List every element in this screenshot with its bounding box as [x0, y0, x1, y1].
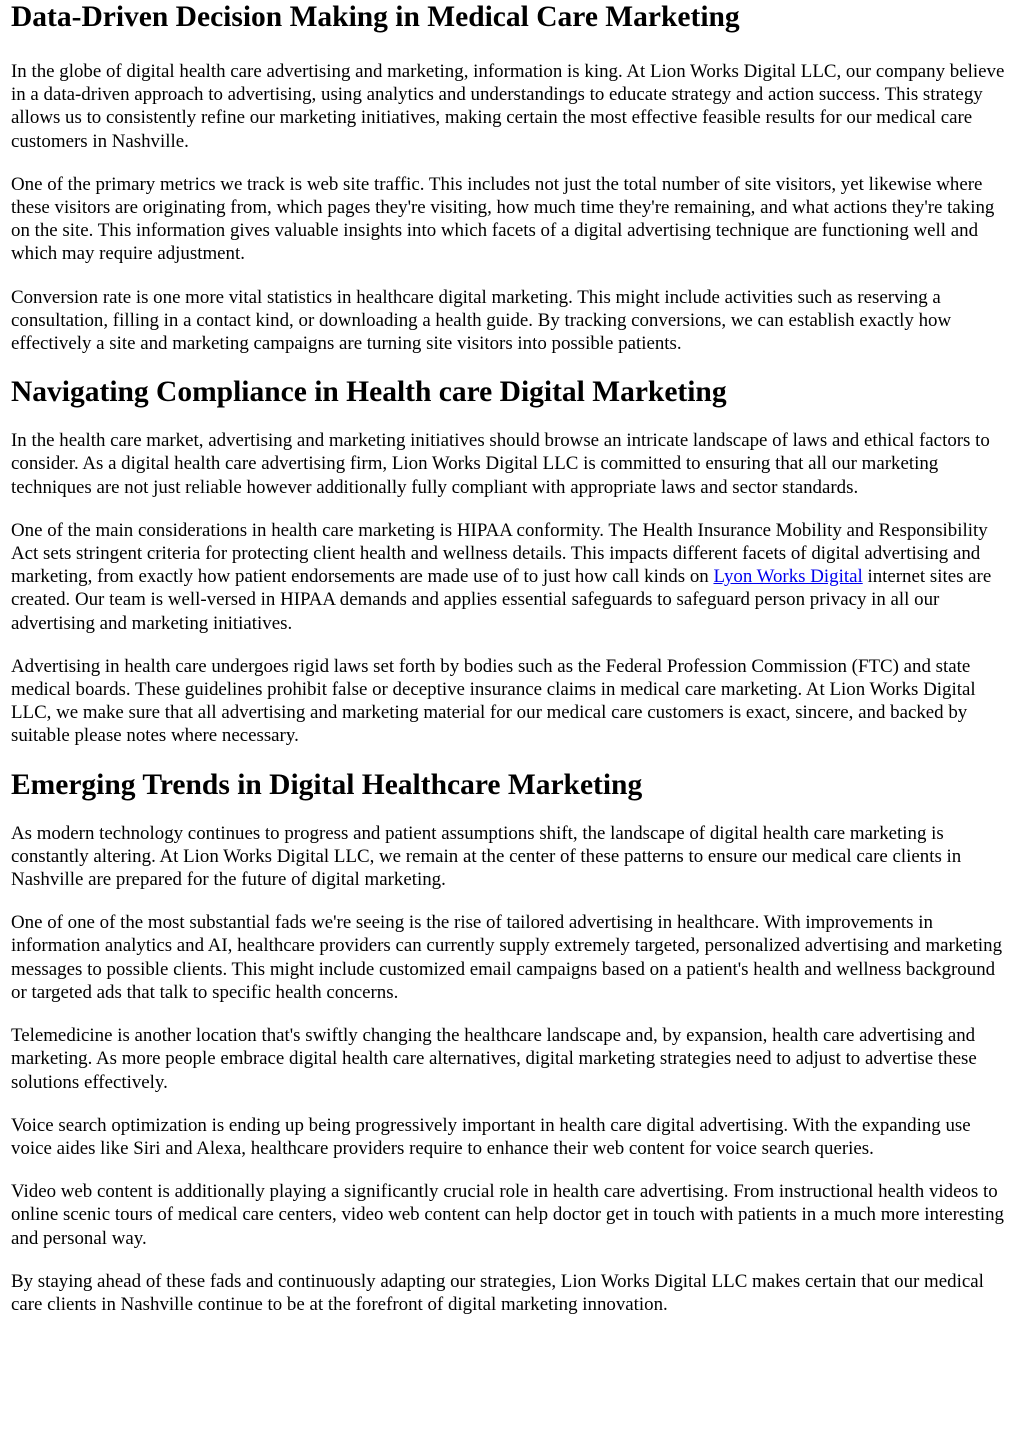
- paragraph: One of one of the most substantial fads we're seeing is the rise of tailored advertising in healthcare. With improvements in information analytics and AI, healthcare providers can currently supply extremely targeted, personalized advertising and marketing messages to possible clients. This might include customized email campaigns based on a patient's health and wellness background or targeted ads that talk to specific health concerns.: [11, 912, 1003, 1003]
- paragraph: Advertising in health care undergoes rigid laws set forth by bodies such as the Federal Profession Commission (FTC) and state medical boards. These guidelines prohibit false or deceptive insurance claims in medical care marketing. At Lion Works Digital LLC, we make sure that all advertising and marketing material for our medical care customers is exact, sincere, and backed by suitable please notes where necessary.: [11, 655, 976, 747]
- paragraph-with-link: [11, 519, 1013, 635]
- paragraph: In the globe of digital health care advertising and marketing, information is king. At Lion Works Digital LLC, our company believe in a data-driven approach to advertising, using analytics and understandings to educate strategy and action success. This strategy allows us to consistently refine our marketing initiatives, making certain the most effective feasible results for our medical care customers in Nashville.: [11, 61, 1005, 152]
- paragraph: In the health care market, advertising and marketing initiatives should browse an intricate landscape of laws and ethical factors to consider. As a digital health care advertising firm, Lion Works Digital LLC is committed to ensuring that all our marketing techniques are not just reliable however additionally fully compliant with appropriate laws and sector standards.: [11, 430, 990, 498]
- paragraph: As modern technology continues to progress and patient assumptions shift, the landscape of digital health care marketing is constantly altering. At Lion Works Digital LLC, we remain at the center of these patterns to ensure our medical care clients in Nashville are prepared for the future of digital marketing.: [11, 822, 962, 891]
- section-heading: Navigating Compliance in Health care Digital Marketing: [11, 376, 727, 409]
- paragraph: Conversion rate is one more vital statistics in healthcare digital marketing. This might include activities such as reserving a consultation, filling in a contact kind, or downloading a health guide. By tracking conversions, we can establish exactly how effectively a site and marketing campaigns are turning site visitors into possible patients.: [11, 286, 952, 355]
- paragraph-text: One of the main considerations in health care marketing is HIPAA conformity. The Health Insurance Mobility and Responsibility Act sets stringent criteria for protecting client health and wellness details. This impacts different facets of digital advertising and marketing, from exactly how patient endorsements are made use of to just how call kinds on: [11, 519, 988, 588]
- paragraph: By staying ahead of these fads and continuously adapting our strategies, Lion Works Digital LLC makes certain that our medical care clients in Nashville continue to be at the forefront of digital marketing innovation.: [11, 1270, 984, 1315]
- paragraph: One of the primary metrics we track is web site traffic. This includes not just the total number of site visitors, yet likewise where these visitors are originating from, which pages they're visiting, how much time they're remaining, and what actions they're taking on the site. This information gives valuable insights into which facets of a digital advertising technique are functioning well and which may require adjustment.: [11, 173, 995, 265]
- section-heading: Data-Driven Decision Making in Medical Care Marketing: [11, 1, 740, 33]
- paragraph-text: internet sites are created. Our team is well-versed in HIPAA demands and applies essential safeguards to safeguard person privacy in all our advertising and marketing initiatives.: [11, 566, 992, 634]
- lyon-works-digital-link[interactable]: Lyon Works Digital: [713, 566, 863, 588]
- paragraph: Voice search optimization is ending up being progressively important in health care digital advertising. With the expanding use voice aides like Siri and Alexa, healthcare providers require to enhance their web content for voice search queries.: [11, 1114, 971, 1159]
- section-heading: Emerging Trends in Digital Healthcare Marketing: [11, 768, 643, 801]
- paragraph: Video web content is additionally playing a significantly crucial role in health care advertising. From instructional health videos to online scenic tours of medical care centers, video web content can help doctor get in touch with patients in a much more interesting and personal way.: [11, 1181, 1005, 1249]
- paragraph: Telemedicine is another location that's swiftly changing the healthcare landscape and, by expansion, health care advertising and marketing. As more people embrace digital health care alternatives, digital marketing strategies need to adjust to advertise these solutions effectively.: [11, 1025, 977, 1093]
